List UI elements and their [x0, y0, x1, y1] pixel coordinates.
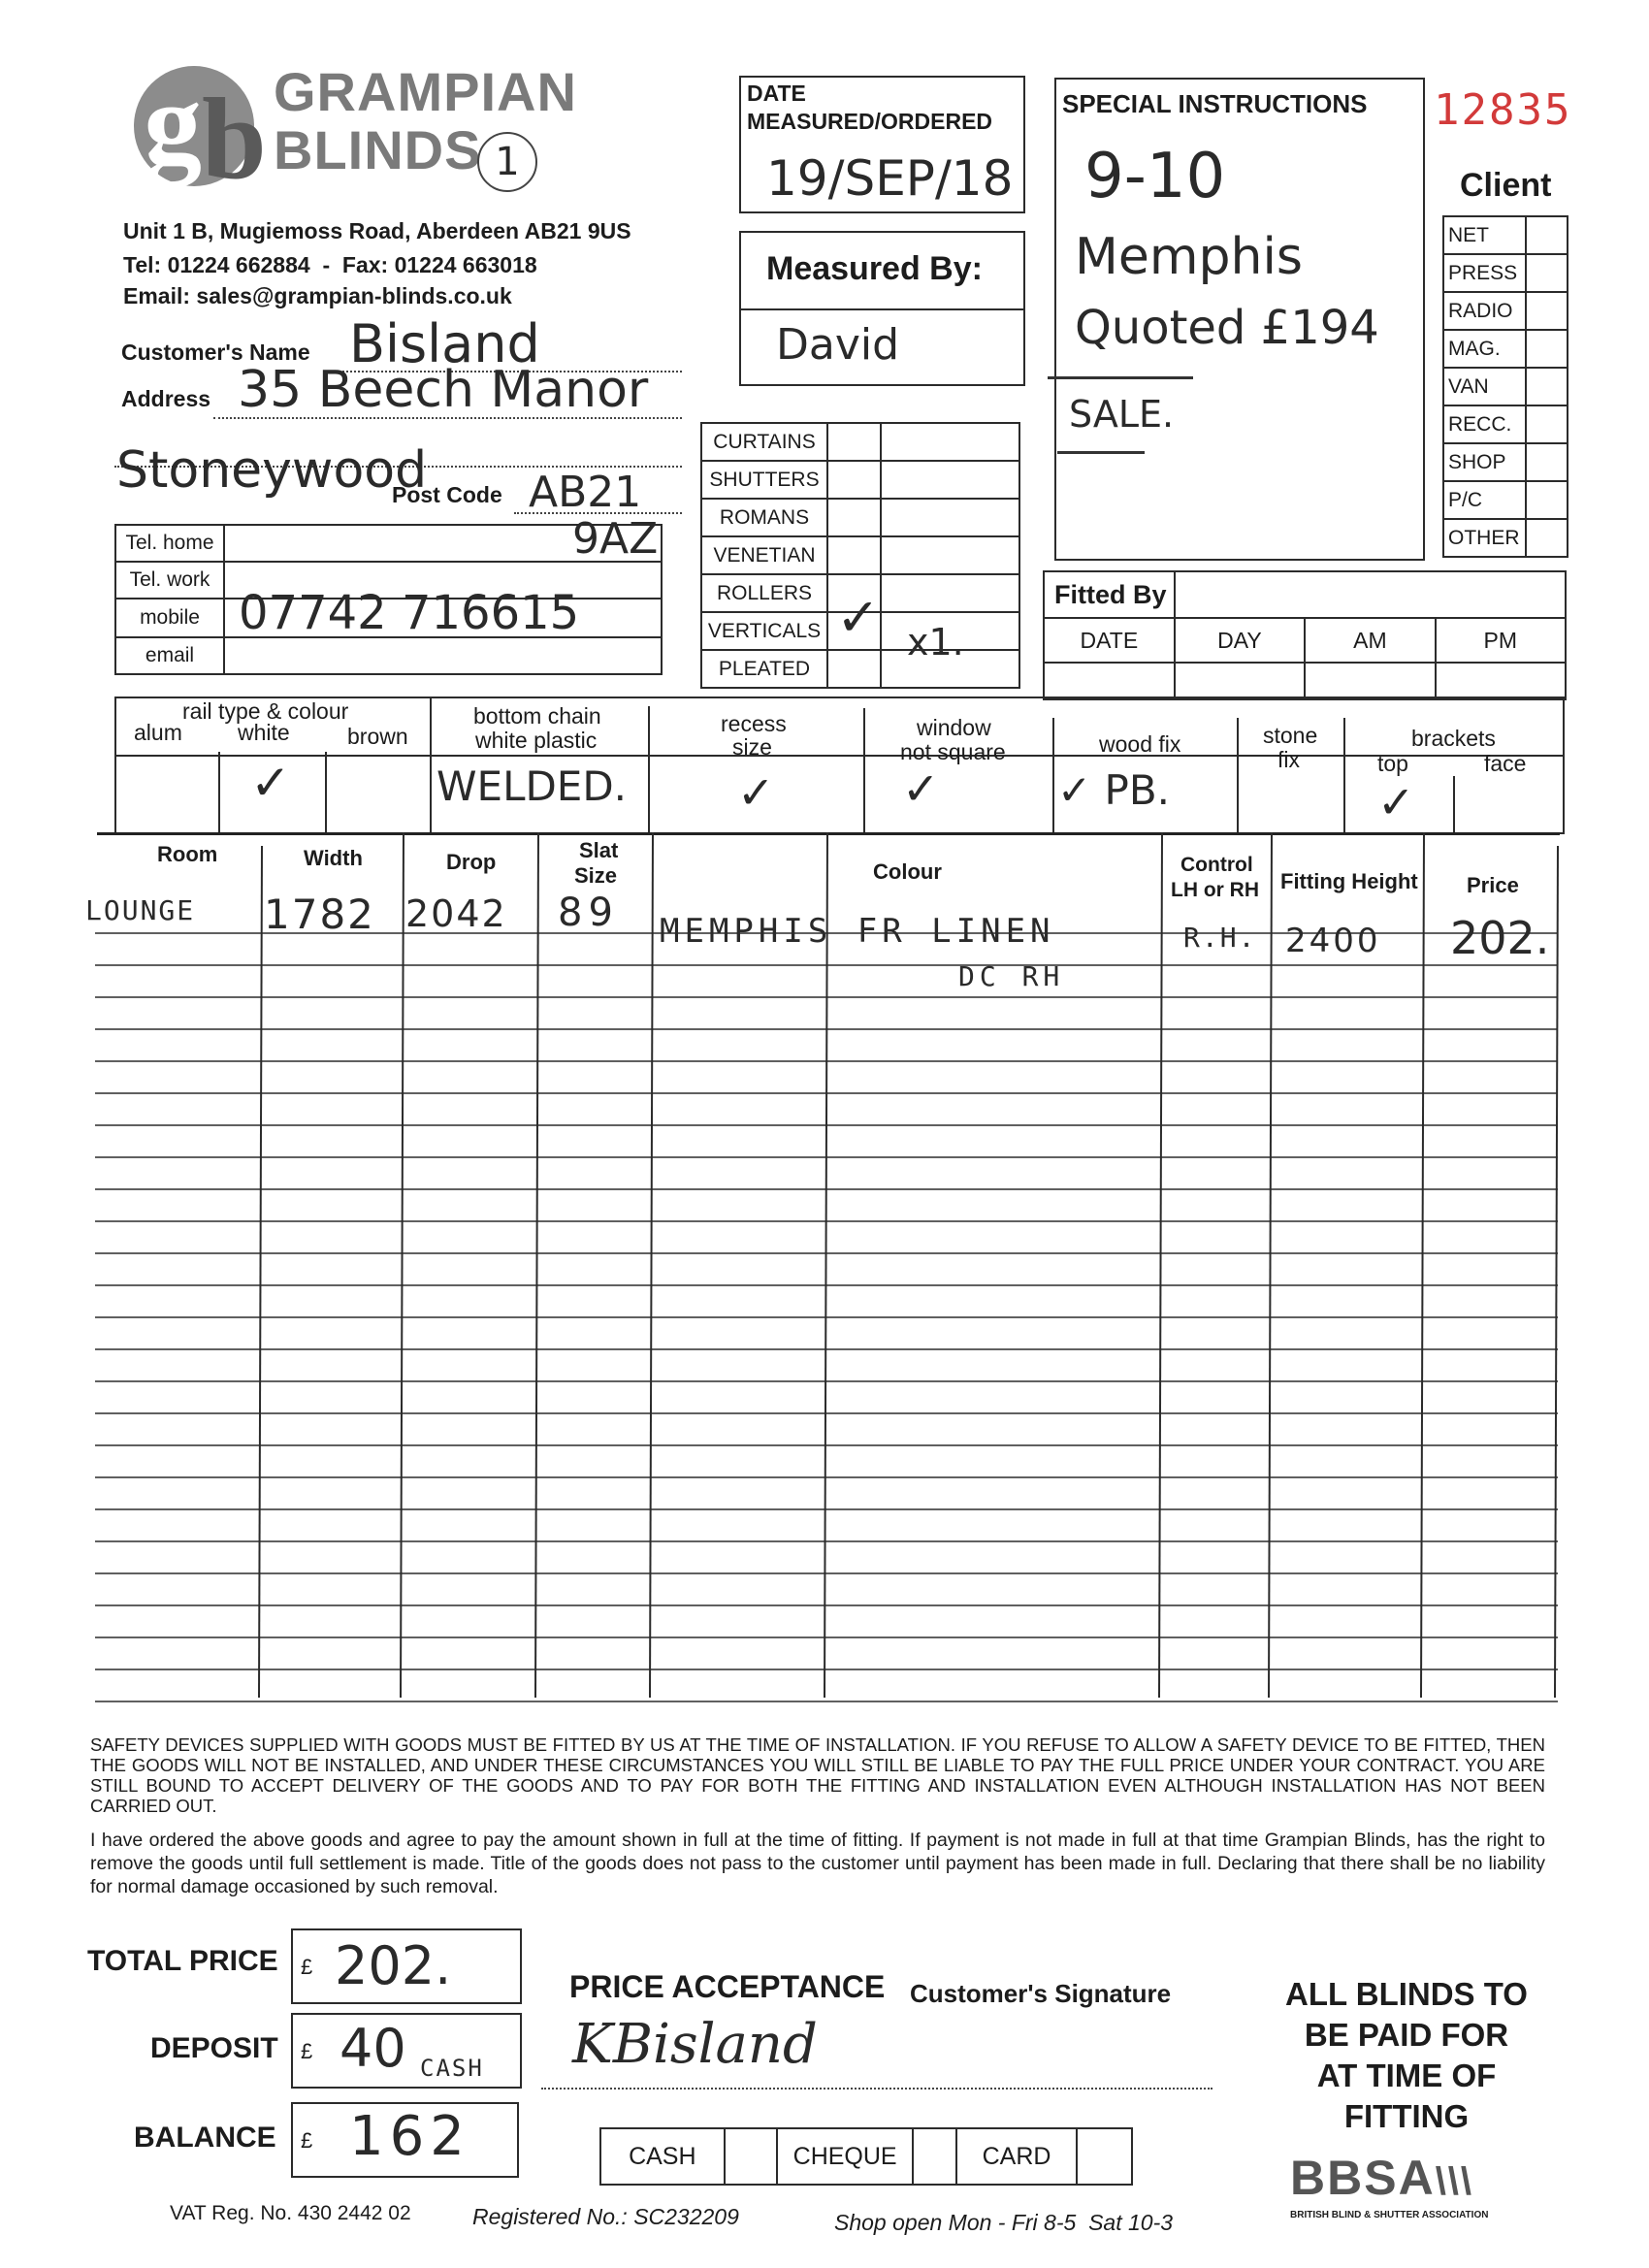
order-column-rule [1159, 832, 1162, 1698]
special-instructions-label: SPECIAL INSTRUCTIONS [1062, 89, 1368, 118]
fit-pm-field[interactable] [1436, 663, 1566, 699]
bottom-chain-label1: bottom chain [473, 703, 601, 729]
postcode-value: AB21 [529, 468, 642, 517]
mobile-label: mobile [115, 599, 224, 637]
product-checkbox[interactable] [827, 499, 881, 536]
bottom-chain-value: WELDED. [436, 762, 628, 810]
top-tick: ✓ [1377, 776, 1415, 828]
options-divider [1237, 718, 1239, 834]
product-checkbox[interactable] [827, 536, 881, 574]
client-row [1443, 292, 1568, 330]
balance-label: BALANCE [134, 2122, 276, 2154]
vat-number: VAT Reg. No. 430 2442 02 [170, 2202, 411, 2224]
product-row [701, 650, 1019, 688]
product-checkbox[interactable] [827, 461, 881, 499]
options-divider [1343, 718, 1345, 834]
verticals-qty: x1. [907, 621, 964, 664]
client-option-checkbox[interactable] [1526, 292, 1568, 330]
client-option-label: RECC. [1443, 405, 1526, 443]
col-slat-header1: Slat [579, 838, 619, 862]
stone-label1: stone [1263, 723, 1318, 748]
address-label: Address [121, 386, 211, 411]
notice-block [1251, 1974, 1562, 2137]
customer-name-value: Bisland [349, 313, 540, 374]
client-row [1443, 519, 1568, 557]
row1-room: LOUNGE [85, 894, 196, 926]
product-row [701, 536, 1019, 574]
bbsa-caption: BRITISH BLIND & SHUTTER ASSOCIATION [1290, 2210, 1489, 2220]
company-address: Unit 1 B, Mugiemoss Road, Aberdeen AB21 9US [123, 218, 631, 243]
col-room-header: Room [157, 842, 218, 866]
payment-cash-box[interactable] [725, 2128, 778, 2185]
client-option-checkbox[interactable] [1526, 330, 1568, 368]
row1-slat: 89 [558, 891, 619, 935]
client-row [1443, 405, 1568, 443]
payment-card-label: CARD [956, 2128, 1078, 2185]
payment-method-table [599, 2127, 1133, 2186]
col-control-header2: LH or RH [1171, 879, 1259, 901]
fitted-by-field[interactable] [1175, 571, 1566, 618]
registered-number: Registered No.: SC232209 [472, 2204, 739, 2229]
signature-line [541, 2088, 1212, 2090]
date-box-label: DATE MEASURED/ORDERED [747, 81, 993, 134]
product-label: SHUTTERS [701, 461, 827, 499]
product-quantity[interactable] [881, 574, 1019, 612]
product-row [701, 499, 1019, 536]
row1-control: R.H. [1183, 922, 1257, 954]
client-option-checkbox[interactable] [1526, 405, 1568, 443]
customer-signature[interactable] [572, 2013, 818, 2076]
row1-drop: 2042 [405, 892, 507, 935]
row1-colour-line2: DC RH [958, 960, 1065, 992]
recess-label2: size [732, 734, 772, 760]
client-option-checkbox[interactable] [1526, 481, 1568, 519]
row1-width: 1782 [264, 891, 375, 938]
tel-work-label: Tel. work [115, 562, 224, 599]
customer-name-label: Customer's Name [121, 340, 310, 365]
wood-fix-value: ✓ PB. [1057, 766, 1171, 814]
measured-by-value: David [776, 320, 900, 370]
special-line2: Memphis [1075, 228, 1304, 286]
measured-by-divider [739, 308, 1025, 310]
total-price-label: TOTAL PRICE [87, 1945, 278, 1977]
payment-cheque-box[interactable] [913, 2128, 956, 2185]
company-name-line2: BLINDS [274, 119, 482, 180]
special-underline2 [1057, 451, 1145, 454]
top-label: top [1377, 751, 1408, 776]
deposit-currency: £ [301, 2039, 313, 2063]
order-column-rule [1421, 832, 1424, 1698]
options-divider [1052, 718, 1054, 834]
mobile-field[interactable] [224, 586, 662, 640]
client-row [1443, 254, 1568, 292]
customer-signature-text: KBisland [572, 2013, 818, 2076]
window-tick: ✓ [902, 762, 940, 815]
special-line4: SALE. [1069, 393, 1175, 436]
agreement-terms: I have ordered the above goods and agree to pay the amount shown in full at the time of fitting. If payment is not made in full at that time Grampian Blinds, has the right to remove the goods until full settlement is made. Title of the goods does not pass to the customer until payment has been made in full. Declaring that there shall be no liability for normal damage occasioned by such removal. [90, 1830, 1545, 1897]
bottom-chain-label2: white plastic [475, 728, 598, 753]
copy-mark [477, 132, 537, 192]
client-option-checkbox[interactable] [1526, 368, 1568, 405]
product-label: ROMANS [701, 499, 827, 536]
face-label: face [1484, 751, 1527, 776]
product-type-table [700, 422, 1020, 689]
client-option-checkbox[interactable] [1526, 519, 1568, 557]
product-row [701, 461, 1019, 499]
copy-mark-text: 1 [495, 140, 520, 184]
address-line2-value: Stoneywood [116, 441, 428, 500]
safety-terms: SAFETY DEVICES SUPPLIED WITH GOODS MUST BE FITTED BY US AT THE TIME OF INSTALLATION. IF YOU REFUSE TO ALLOW A SAFETY DEVICE TO BE FITTED, THEN THE GOODS WILL NOT BE INSTALLED, AND UNDER THESE CIRCUMSTANCES YOU WILL STILL BE LIABLE TO PAY THE FULL PRICE UNDER YOUR CONTRACT. YOU ARE STILL BOUND TO ACCEPT DELIVERY OF THE GOODS AND TO PAY FOR BOTH THE FITTING AND INSTALLATION EVEN ALTHOUGH INSTALLATION HAS NOT BEEN CARRIED OUT. [90, 1734, 1545, 1816]
postcode-label: Post Code [392, 482, 502, 507]
email-label: email [115, 637, 224, 674]
bbsa-logo: BBSA\\\ [1290, 2151, 1474, 2205]
stone-label2: fix [1277, 747, 1300, 772]
special-line3: Quoted £194 [1075, 301, 1379, 355]
options-divider [648, 706, 650, 834]
payment-cash-label: CASH [600, 2128, 725, 2185]
notice-line4: FITTING [1343, 2098, 1470, 2134]
fit-day-field[interactable] [1175, 663, 1305, 699]
order-column-rule [259, 846, 262, 1698]
alum-label: alum [134, 720, 182, 745]
svg-text:g: g [144, 58, 202, 187]
postcode-value2: 9AZ [572, 514, 659, 564]
company-phone: Tel: 01224 662884 - Fax: 01224 663018 [123, 252, 537, 277]
recess-tick: ✓ [737, 766, 775, 819]
window-label2: not square [900, 739, 1006, 764]
col-width-header: Width [304, 846, 363, 870]
product-quantity[interactable] [881, 461, 1019, 499]
product-quantity[interactable] [881, 423, 1019, 461]
deposit-value: 40 [340, 2018, 406, 2079]
bbsa-logo-text: BBSA [1290, 2151, 1436, 2205]
client-row [1443, 443, 1568, 481]
col-slat-header2: Size [574, 863, 618, 888]
row1-price: 202. [1450, 912, 1550, 964]
serial-number: 12835 [1434, 85, 1572, 135]
options-divider [863, 708, 865, 834]
company-email: Email: sales@grampian-blinds.co.uk [123, 283, 512, 308]
notice-line3: AT TIME OF [1316, 2057, 1497, 2093]
client-option-checkbox[interactable] [1526, 254, 1568, 292]
notice-line2: BE PAID FOR [1304, 2017, 1509, 2053]
client-option-checkbox[interactable] [1526, 443, 1568, 481]
product-quantity[interactable] [881, 536, 1019, 574]
fit-day-label: DAY [1175, 618, 1305, 663]
col-fitting-height-header: Fitting Height [1280, 869, 1418, 893]
col-drop-header: Drop [446, 850, 497, 874]
address-value: 35 Beech Manor [238, 361, 649, 419]
special-line1: 9-10 [1084, 141, 1226, 212]
measured-by-label: Measured By: [766, 250, 983, 287]
client-row [1443, 481, 1568, 519]
product-checkbox[interactable] [827, 423, 881, 461]
options-divider [325, 752, 327, 834]
product-row [701, 423, 1019, 461]
white-tick: ✓ [250, 755, 291, 811]
client-label: Client [1460, 167, 1552, 204]
options-header-line [114, 755, 1565, 757]
tel-home-label: Tel. home [115, 525, 224, 562]
company-logo [126, 53, 281, 189]
product-label: CURTAINS [701, 423, 827, 461]
client-option-label: MAG. [1443, 330, 1526, 368]
options-divider [218, 752, 220, 834]
client-option-label: PRESS [1443, 254, 1526, 292]
notice-line1: ALL BLINDS TO [1285, 1976, 1528, 2012]
order-column-rule [650, 832, 653, 1698]
client-row [1443, 330, 1568, 368]
tel-home-field[interactable] [224, 525, 662, 562]
recess-label1: recess [721, 711, 787, 736]
price-acceptance-label: PRICE ACCEPTANCE [569, 1969, 886, 2004]
client-option-label: RADIO [1443, 292, 1526, 330]
order-column-rule [535, 832, 538, 1698]
total-currency: £ [301, 1955, 313, 1979]
product-quantity[interactable] [881, 499, 1019, 536]
total-price-value: 202. [335, 1935, 452, 1996]
client-option-label: VAN [1443, 368, 1526, 405]
product-label: ROLLERS [701, 574, 827, 612]
product-checkbox[interactable] [827, 650, 881, 688]
phone-table [114, 524, 663, 675]
client-row [1443, 216, 1568, 254]
options-divider [430, 697, 432, 834]
client-row [1443, 368, 1568, 405]
date-measured-value: 19/SEP/18 [766, 150, 1014, 207]
brackets-label: brackets [1411, 726, 1496, 751]
client-option-label: P/C [1443, 481, 1526, 519]
fit-am-label: AM [1305, 618, 1435, 663]
balance-currency: £ [301, 2128, 313, 2153]
mobile-value: 07742 716615 [239, 586, 580, 640]
col-colour-header: Colour [873, 859, 942, 884]
special-underline [1048, 376, 1193, 379]
payment-cheque-label: CHEQUE [777, 2128, 913, 2185]
balance-value: 162 [349, 2105, 470, 2168]
client-option-checkbox[interactable] [1526, 216, 1568, 254]
svg-text:b: b [202, 74, 267, 189]
row1-colour: MEMPHIS FR LINEN [660, 912, 1055, 951]
col-control-header1: Control [1180, 854, 1253, 876]
fit-am-field[interactable] [1305, 663, 1435, 699]
client-option-label: NET [1443, 216, 1526, 254]
company-name-line1: GRAMPIAN [274, 61, 577, 122]
white-label: white [238, 720, 290, 745]
verticals-tick: ✓ [836, 587, 881, 648]
deposit-box [291, 2013, 522, 2089]
rail-type-label: rail type & colour [182, 698, 349, 724]
fit-date-label: DATE [1044, 618, 1175, 663]
wood-fix-label: wood fix [1099, 731, 1181, 757]
brown-label: brown [347, 724, 408, 749]
col-price-header: Price [1467, 873, 1519, 897]
client-option-label: OTHER [1443, 519, 1526, 557]
payment-card-box[interactable] [1077, 2128, 1132, 2185]
window-label1: window [917, 715, 991, 740]
order-column-rule [1269, 832, 1272, 1698]
order-column-rule [401, 832, 404, 1698]
product-label: PLEATED [701, 650, 827, 688]
client-source-table [1442, 215, 1568, 558]
product-label: VENETIAN [701, 536, 827, 574]
order-column-rule [1555, 846, 1558, 1698]
email-field[interactable] [224, 637, 662, 674]
shop-hours: Shop open Mon - Fri 8-5 Sat 10-3 [834, 2210, 1174, 2235]
deposit-label: DEPOSIT [150, 2032, 278, 2064]
deposit-note: CASH [420, 2055, 484, 2082]
signature-label: Customer's Signature [910, 1979, 1172, 2008]
fit-date-field[interactable] [1044, 663, 1175, 699]
fitted-by-label: Fitted By [1044, 571, 1175, 618]
order-column-rule [824, 832, 827, 1698]
row1-fitting-height: 2400 [1285, 922, 1381, 960]
fit-pm-label: PM [1436, 618, 1566, 663]
fitted-by-table [1043, 570, 1567, 700]
client-option-label: SHOP [1443, 443, 1526, 481]
product-label: VERTICALS [701, 612, 827, 650]
